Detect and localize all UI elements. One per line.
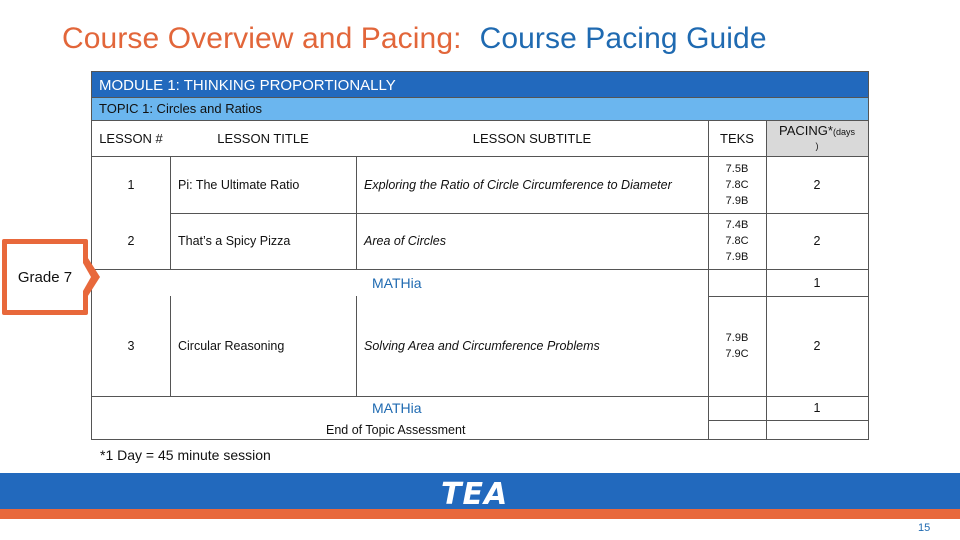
header-pacing-unit: (days <box>832 127 855 137</box>
lesson-1-teks-2: 7.8C <box>725 178 749 191</box>
lesson-1-num: 1 <box>127 177 135 192</box>
title-part-1: Course Overview and Pacing: <box>62 22 462 55</box>
lesson-1-title: Pi: The Ultimate Ratio <box>178 177 300 192</box>
lesson-2-teks-1: 7.4B <box>725 219 749 231</box>
mathia-1-label: MATHia <box>372 274 422 291</box>
assessment-label: End of Topic Assessment <box>326 423 466 437</box>
lesson-2-teks-3: 7.9B <box>725 251 749 263</box>
page-title <box>62 22 767 56</box>
topic-header: TOPIC 1: Circles and Ratios <box>92 98 868 121</box>
pacing-table <box>91 71 869 440</box>
tea-logo: TEA <box>441 477 509 512</box>
grid-line <box>708 420 868 421</box>
mathia-2-pacing: 1 <box>813 401 821 415</box>
grid-line <box>356 156 357 269</box>
lesson-1-subtitle: Exploring the Ratio of Circle Circumference to Diameter <box>364 177 672 192</box>
grid-line <box>170 156 171 269</box>
page-number: 15 <box>918 522 931 534</box>
lesson-1-pacing: 2 <box>813 177 821 192</box>
module-header: MODULE 1: THINKING PROPORTIONALLY <box>92 72 868 98</box>
grid-line <box>766 121 767 439</box>
mathia-1-pacing: 1 <box>813 275 821 290</box>
lesson-2-teks-2: 7.8C <box>725 235 749 247</box>
grade-label: Grade 7 <box>17 268 73 286</box>
lesson-2-title: That’s a Spicy Pizza <box>178 234 291 248</box>
lesson-1-teks <box>708 156 766 213</box>
footnote: *1 Day = 45 minute session <box>100 447 271 463</box>
lesson-3-teks-2: 7.9C <box>725 348 749 360</box>
header-teks: TEKS <box>720 131 754 146</box>
header-lesson-subtitle: LESSON SUBTITLE <box>472 131 592 146</box>
grade-callout-arrow-fill <box>83 263 91 291</box>
lesson-3-num: 3 <box>127 339 135 353</box>
header-pacing-close: ) <box>815 141 819 151</box>
grade-callout <box>2 239 88 315</box>
lesson-2-teks <box>708 213 766 269</box>
lesson-2-pacing: 2 <box>813 234 821 248</box>
grid-line <box>708 121 709 439</box>
lesson-3-subtitle: Solving Area and Circumference Problems <box>364 339 600 353</box>
grid-line <box>170 213 868 214</box>
lesson-2-num: 2 <box>127 234 135 248</box>
mathia-2-label: MATHia <box>372 400 422 416</box>
lesson-1-teks-1: 7.5B <box>725 162 749 175</box>
grid-line <box>708 296 868 297</box>
lesson-3-pacing: 2 <box>813 339 821 353</box>
header-lesson-title: LESSON TITLE <box>217 131 309 146</box>
header-pacing-label: PACING* <box>779 123 833 138</box>
header-pacing <box>766 121 868 156</box>
grid-line <box>356 296 357 396</box>
title-part-2: Course Pacing Guide <box>479 22 767 55</box>
lesson-3-teks <box>708 296 766 396</box>
grid-line <box>170 296 171 396</box>
header-lesson-num: LESSON # <box>99 131 163 146</box>
lesson-2-subtitle: Area of Circles <box>364 234 446 248</box>
grid-line <box>92 156 868 157</box>
lesson-1-teks-3: 7.9B <box>725 194 749 207</box>
grid-line <box>92 396 868 397</box>
lesson-3-teks-1: 7.9B <box>725 332 749 344</box>
lesson-3-title: Circular Reasoning <box>178 339 285 353</box>
grid-line <box>92 269 868 270</box>
